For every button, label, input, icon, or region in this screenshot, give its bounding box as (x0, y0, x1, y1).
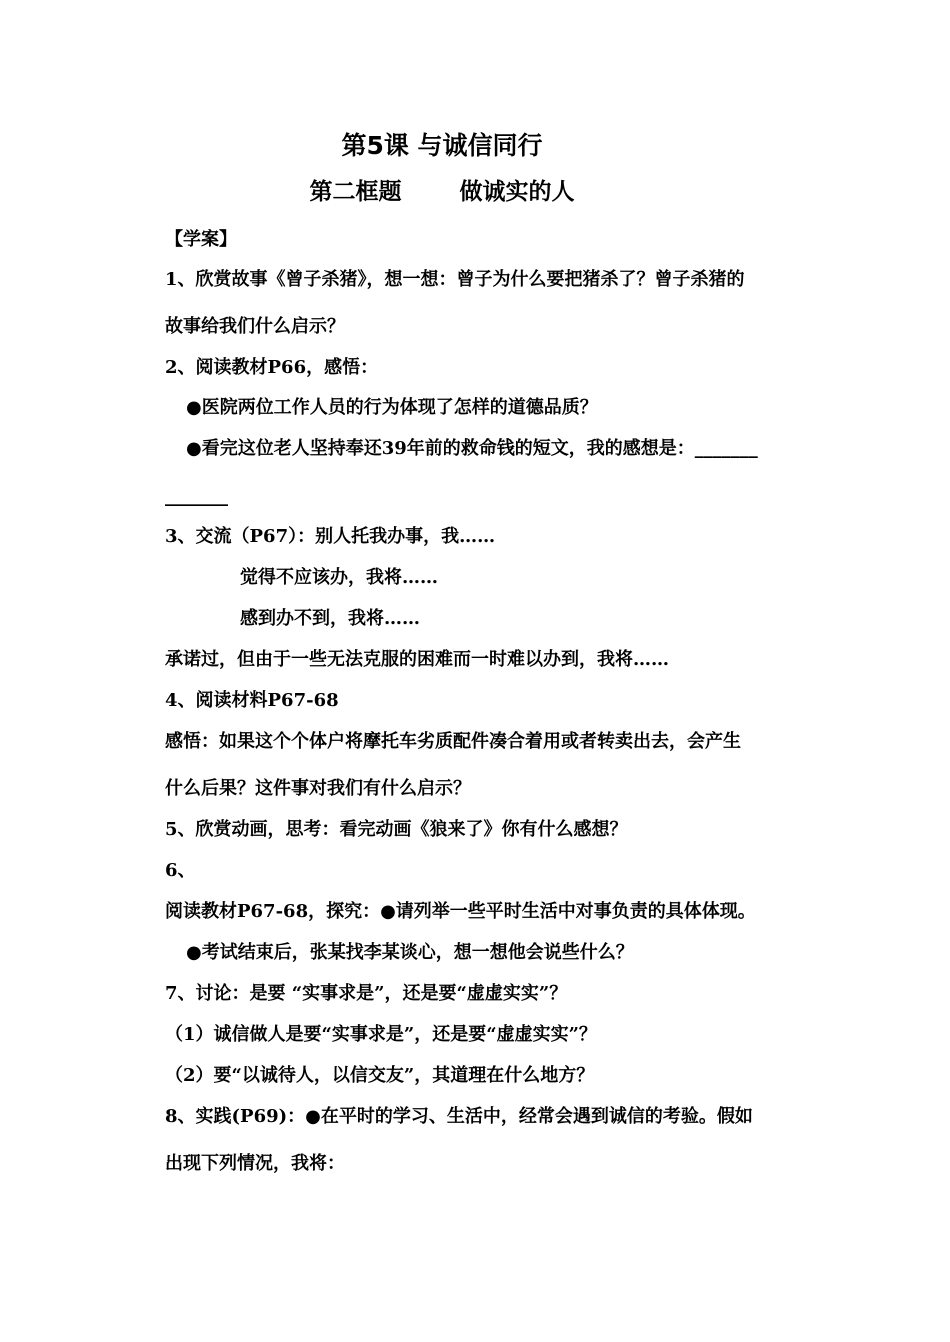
lesson-title: 第5课 与诚信同行 (341, 131, 543, 160)
text-line: ●考试结束后，张某找李某谈心，想一想他会说些什么？ (186, 942, 634, 963)
text-line: 8、实践(P69)：●在平时的学习、生活中，经常会遇到诚信的考验。假如 (165, 1106, 753, 1127)
text-line: 觉得不应该办，我将…… (240, 567, 438, 588)
text-line: 感到办不到，我将…… (240, 608, 420, 629)
text-line: _______ (165, 486, 228, 507)
text-line: 什么后果？这件事对我们有什么启示？ (165, 778, 471, 799)
text-line: 6、 (165, 860, 196, 881)
text-line: 5、欣赏动画，思考：看完动画《狼来了》你有什么感想？ (165, 819, 628, 840)
text-line: 故事给我们什么启示？ (165, 316, 345, 337)
text-line: 4、阅读材料P67-68 (165, 690, 339, 711)
text-line: ●看完这位老人坚持奉还39年前的救命钱的短文，我的感想是：_______ (186, 438, 758, 459)
text-line: 出现下列情况，我将： (165, 1153, 345, 1174)
text-line: 7、讨论：是要 “实事求是”，还是要“虚虚实实”？ (165, 983, 568, 1004)
text-line: 1、欣赏故事《曾子杀猪》，想一想：曾子为什么要把猪杀了？曾子杀猪的 (165, 269, 745, 290)
text-line: 承诺过，但由于一些无法克服的困难而一时难以办到，我将…… (165, 649, 669, 670)
text-line: ●医院两位工作人员的行为体现了怎样的道德品质？ (186, 397, 598, 418)
lesson-subtitle (0, 176, 884, 208)
text-line: 阅读教材P67-68，探究：●请列举一些平时生活中对事负责的具体体现。 (165, 901, 756, 922)
text-line: 3、交流（P67）：别人托我办事，我…… (165, 526, 496, 547)
subtitle-topic: 做诚实的人 (459, 179, 575, 205)
text-line: （2）要“以诚待人，以信交友”，其道理在什么地方？ (165, 1065, 595, 1086)
text-line: 2、阅读教材P66，感悟： (165, 357, 379, 378)
text-line: 感悟：如果这个个体户将摩托车劣质配件凑合着用或者转卖出去，会产生 (165, 731, 741, 752)
subtitle-section: 第二框题 (309, 179, 402, 205)
section-label: 【学案】 (165, 229, 237, 250)
text-line: （1）诚信做人是要“实事求是”，还是要“虚虚实实”？ (165, 1024, 597, 1045)
